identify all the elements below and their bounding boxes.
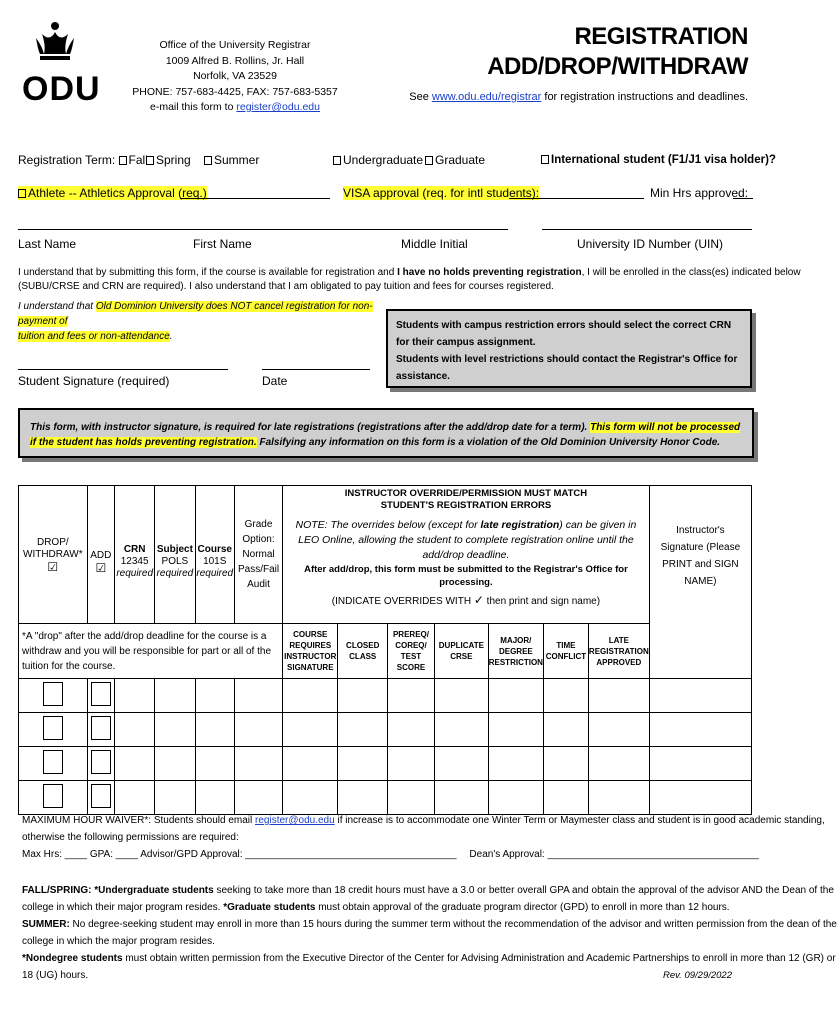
add-check-icon: ☑ — [95, 560, 107, 575]
add-cell — [87, 713, 114, 747]
override-cell[interactable] — [283, 679, 338, 713]
override-cell[interactable] — [588, 781, 649, 815]
override-col-prereq: PREREQ/ COREQ/ TEST SCORE — [387, 624, 434, 679]
crn-cell[interactable] — [115, 679, 155, 713]
term-label: Registration Term: — [18, 153, 116, 167]
office-line: Norfolk, VA 23529 — [193, 70, 277, 82]
override-cell[interactable] — [543, 781, 588, 815]
fall-label: Fall — [128, 153, 148, 167]
course-cell[interactable] — [195, 679, 234, 713]
email-line: e-mail this form to register@odu.edu — [150, 101, 320, 113]
graduate-checkbox[interactable] — [425, 156, 433, 165]
logo-text: ODU — [22, 70, 101, 108]
override-cell[interactable] — [588, 713, 649, 747]
drop-checkbox[interactable] — [43, 784, 63, 808]
crn-cell[interactable] — [115, 713, 155, 747]
override-note: NOTE: The overrides below (except for late registration) can be given in LEO Online, allowing the student to complete registration online until the add/drop deadline. — [295, 519, 637, 561]
student-signature-label: Student Signature (required) — [18, 374, 170, 388]
add-cell — [87, 747, 114, 781]
subject-cell[interactable] — [155, 679, 195, 713]
athlete-approval-line[interactable] — [180, 198, 330, 199]
override-cell[interactable] — [434, 747, 488, 781]
add-checkbox[interactable] — [91, 682, 111, 706]
override-cell[interactable] — [387, 713, 434, 747]
last-name-line[interactable] — [18, 229, 508, 230]
course-cell[interactable] — [195, 747, 234, 781]
drop-cell — [19, 747, 88, 781]
instructor-signature-header: Instructor's Signature (Please PRINT and SIGN NAME) — [649, 486, 751, 679]
drop-checkbox[interactable] — [43, 682, 63, 706]
advisor-approval-field[interactable]: Advisor/GPD Approval: ______________________________________ — [140, 849, 457, 860]
student-signature-line[interactable] — [18, 369, 228, 370]
middle-initial-label: Middle Initial — [401, 237, 468, 251]
office-address — [120, 38, 350, 116]
late-registration-notice: This form, with instructor signature, is required for late registrations (registrations after the add/drop date for a term). This form will not be processed if the student has holds preventing registration. Falsifying any information on this form is a violation of the Old Dominion University Honor Code. — [18, 408, 754, 458]
min-hrs-label: Min Hrs approved: — [650, 186, 749, 200]
override-cell[interactable] — [434, 781, 488, 815]
registrar-site-link[interactable]: www.odu.edu/registrar — [431, 91, 542, 103]
revision-date: Rev. 09/29/2022 — [662, 970, 732, 981]
table-row — [19, 781, 752, 815]
override-cell[interactable] — [543, 747, 588, 781]
undergraduate-option: Undergraduate — [333, 153, 423, 167]
gpa-field[interactable]: GPA: ____ — [89, 849, 138, 860]
odu-logo — [22, 20, 101, 115]
override-col-major-degree: MAJOR/ DEGREE RESTRICTION — [488, 624, 543, 679]
spring-checkbox[interactable] — [146, 156, 154, 165]
waiver-email-link[interactable]: register@odu.edu — [255, 815, 335, 826]
override-col-late-registration: LATE REGISTRATION APPROVED — [588, 624, 649, 679]
override-cell[interactable] — [283, 747, 338, 781]
athlete-approval: Athlete -- Athletics Approval (req.) — [18, 186, 207, 200]
override-cell[interactable] — [543, 679, 588, 713]
crn-header: CRN 12345 required — [115, 486, 155, 624]
understand-paragraph: I understand that by submitting this form, if the course is available for registration and I have no holds preventing registration, I will be enrolled in the class(es) indicated below (SUBU/CRSE and CRN are required). I also understand that I am obligated to pay tuition and fees for courses registered. — [18, 267, 801, 292]
override-cell[interactable] — [488, 713, 543, 747]
non-payment-notice: I understand that Old Dominion University does NOT cancel registration for non-payment of tuition and fees or non-attendance. — [18, 301, 373, 342]
override-cell[interactable] — [387, 781, 434, 815]
summer-option: Summer — [204, 153, 259, 167]
add-checkbox[interactable] — [91, 716, 111, 740]
max-hour-waiver: MAXIMUM HOUR WAIVER*: Students should email register@odu.edu if increase is to accommodate one Winter Term or Maymester class and student is in good academic standing, otherwise the following permissions are required: Max Hrs: ____ GPA: ____ Advisor/GPD Approval: ______________________________________ Dean's Approval: ______________________________________ — [22, 815, 825, 860]
drop-header: DROP/ WITHDRAW* ☑ — [19, 486, 88, 624]
dean-approval-field[interactable]: Dean's Approval: ______________________________________ — [469, 849, 759, 860]
subject-cell[interactable] — [155, 747, 195, 781]
grade-cell[interactable] — [234, 713, 282, 747]
form-title — [487, 22, 748, 82]
grade-cell[interactable] — [234, 679, 282, 713]
add-cell — [87, 679, 114, 713]
subject-cell[interactable] — [155, 713, 195, 747]
override-cell[interactable] — [387, 747, 434, 781]
signature-cell[interactable] — [649, 713, 751, 747]
office-line: 1009 Alfred B. Rollins, Jr. Hall — [165, 54, 305, 67]
date-line[interactable] — [262, 369, 370, 370]
fall-checkbox[interactable] — [119, 156, 127, 165]
drop-checkbox[interactable] — [43, 716, 63, 740]
office-line: PHONE: 757-683-4425, FAX: 757-683-5357 — [132, 85, 338, 98]
drop-check-icon: ☑ — [47, 559, 59, 574]
grade-option-header: Grade Option: Normal Pass/Fail Audit — [234, 486, 282, 624]
course-header: Course 101S required — [195, 486, 234, 624]
office-line: Office of the University Registrar — [159, 39, 311, 51]
drop-cell — [19, 713, 88, 747]
last-name-label: Last Name — [18, 237, 77, 251]
course-override-table — [18, 485, 752, 815]
table-row — [19, 713, 752, 747]
drop-note: *A "drop" after the add/drop deadline for the course is a withdraw and you will be responsible for part or all of the tuition for the course. — [19, 624, 283, 679]
override-cell[interactable] — [588, 747, 649, 781]
instructions-note: See www.odu.edu/registrar for registration instructions and deadlines. — [409, 91, 748, 103]
table-row — [19, 747, 752, 781]
override-cell[interactable] — [338, 781, 388, 815]
subject-cell[interactable] — [155, 781, 195, 815]
spring-option: Spring — [146, 153, 191, 167]
credit-hour-rules: FALL/SPRING: *Undergraduate students seeking to take more than 18 credit hours must have a 3.0 or better overall GPA and obtain the approval of the advisor AND the Dean of the college in which their major program resides. *Graduate students must obtain approval of the graduate program director (GPD) to enroll in more than 12 hours. SUMMER: No degree-seeking student may enroll in more than 15 hours during the summer term without the recommendation of the advisor and written permission from the dean of the college in which the major program resides. *Nondegree students must obtain written permission from the Executive Director of the Center for Advising Administration and Academic Partnerships to enroll in more than 12 (GR) or 18 (UG) hours. Rev. 09/29/2022 — [22, 882, 758, 984]
course-cell[interactable] — [195, 781, 234, 815]
override-cell[interactable] — [488, 747, 543, 781]
grade-cell[interactable] — [234, 781, 282, 815]
override-cell[interactable] — [588, 679, 649, 713]
crn-cell[interactable] — [115, 747, 155, 781]
signature-cell[interactable] — [649, 747, 751, 781]
subject-header: Subject POLS required — [155, 486, 195, 624]
signature-cell[interactable] — [649, 781, 751, 815]
override-cell[interactable] — [338, 747, 388, 781]
add-header: ADD ☑ — [87, 486, 114, 624]
drop-cell — [19, 679, 88, 713]
registrar-email-link[interactable]: register@odu.edu — [236, 101, 320, 113]
override-cell[interactable] — [434, 679, 488, 713]
override-cell[interactable] — [434, 713, 488, 747]
course-cell[interactable] — [195, 713, 234, 747]
drop-checkbox[interactable] — [43, 750, 63, 774]
table-row — [19, 679, 752, 713]
graduate-option: Graduate — [425, 153, 485, 167]
date-label: Date — [262, 374, 288, 388]
title-line-1: REGISTRATION — [574, 23, 748, 50]
grade-cell[interactable] — [234, 747, 282, 781]
override-cell[interactable] — [387, 679, 434, 713]
add-checkbox[interactable] — [91, 750, 111, 774]
override-col-duplicate: DUPLICATE CRSE — [434, 624, 488, 679]
crn-cell[interactable] — [115, 781, 155, 815]
checkmark-icon: ✓ — [473, 593, 484, 607]
signature-cell[interactable] — [649, 679, 751, 713]
add-checkbox[interactable] — [91, 784, 111, 808]
athlete-checkbox[interactable] — [18, 189, 26, 198]
indicate-overrides: (INDICATE OVERRIDES WITH ✓ then print and sign name) — [331, 593, 601, 607]
summer-checkbox[interactable] — [204, 156, 212, 165]
override-col-time-conflict: TIME CONFLICT — [543, 624, 588, 679]
campus-restriction-box: Students with campus restriction errors should select the correct CRN for their campus assignment. Students with level restrictions should contact the Registrar's Office for assistance. — [386, 309, 752, 388]
crown-icon — [22, 20, 92, 62]
override-cell[interactable] — [283, 713, 338, 747]
visa-approval-label: VISA approval (req. for intl students): — [343, 186, 540, 200]
override-cell[interactable] — [488, 679, 543, 713]
override-col-instructor-signature: COURSE REQUIRES INSTRUCTOR SIGNATURE — [283, 624, 338, 679]
international-checkbox[interactable] — [541, 155, 549, 164]
title-line-2: ADD/DROP/WITHDRAW — [487, 53, 748, 80]
drop-cell — [19, 781, 88, 815]
add-cell — [87, 781, 114, 815]
visa-approval-line[interactable] — [509, 198, 644, 199]
override-cell[interactable] — [338, 679, 388, 713]
override-cell[interactable] — [488, 781, 543, 815]
max-hrs-field[interactable]: Max Hrs: ____ — [22, 849, 88, 860]
override-cell[interactable] — [543, 713, 588, 747]
uin-label: University ID Number (UIN) — [577, 237, 724, 251]
undergraduate-checkbox[interactable] — [333, 156, 341, 165]
override-header: INSTRUCTOR OVERRIDE/PERMISSION MUST MATCH STUDENT'S REGISTRATION ERRORS NOTE: The overrides below (except for late registration) can be given in LEO Online, allowing the student to complete registration online until the add/drop deadline. After add/drop, this form must be submitted to the Registrar's Office for processing. (INDICATE OVERRIDES WITH ✓ then print and sign name) — [283, 486, 650, 624]
override-cell[interactable] — [338, 713, 388, 747]
first-name-label: First Name — [193, 237, 252, 251]
international-option: International student (F1/J1 visa holder)? — [541, 153, 776, 167]
override-col-closed-class: CLOSED CLASS — [338, 624, 388, 679]
min-hrs-line[interactable] — [733, 198, 753, 199]
uin-line[interactable] — [542, 229, 752, 230]
override-cell[interactable] — [283, 781, 338, 815]
